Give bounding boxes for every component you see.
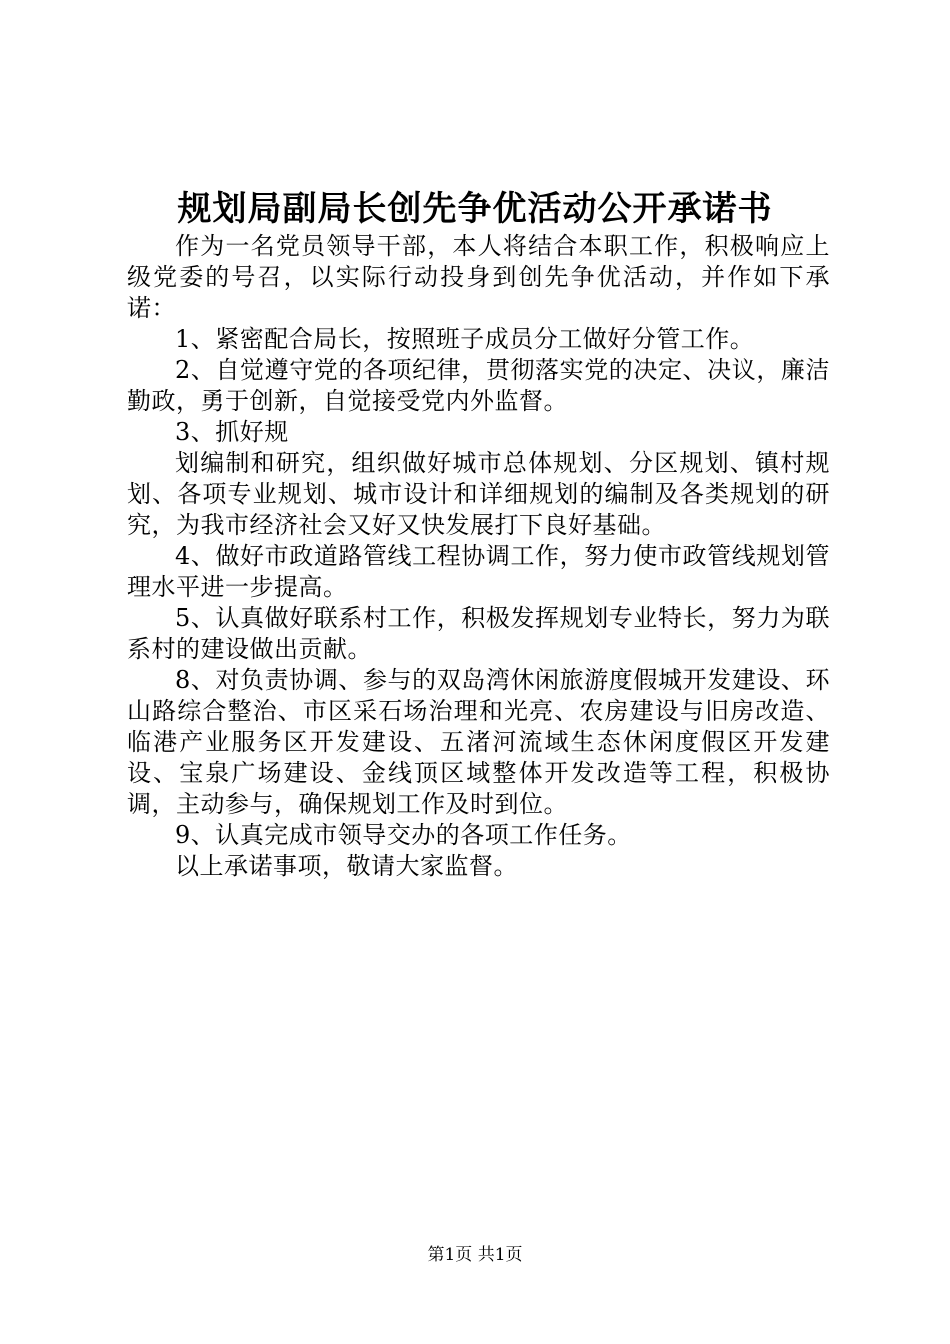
page-footer: 第1页 共1页 [427, 1245, 523, 1265]
paragraph-item-9: 9、认真完成市领导交办的各项工作任务。 [175, 821, 632, 849]
paragraph-item-1: 1、紧密配合局长，按照班子成员分工做好分管工作。 [175, 325, 755, 353]
document-title: 规划局副局长创先争优活动公开承诺书 [177, 189, 773, 229]
paragraph-intro: 作为一名党员领导干部，本人将结合本职工作，积极响应上级党委的号召，以实际行动投身到创先争优活动，并作如下承诺： [127, 232, 830, 322]
paragraph-item-3-body: 划编制和研究，组织做好城市总体规划、分区规划、镇村规划、各项专业规划、城市设计和详细规划的编制及各类规划的研究，为我市经济社会又好又快发展打下良好基础。 [127, 449, 830, 539]
paragraph-item-4: 4、做好市政道路管线工程协调工作，努力使市政管线规划管理水平进一步提高。 [127, 542, 830, 601]
paragraph-item-3-heading: 3、抓好规 [175, 418, 289, 446]
paragraph-item-5: 5、认真做好联系村工作，积极发挥规划专业特长，努力为联系村的建设做出贡献。 [127, 604, 830, 663]
document-body [127, 231, 830, 882]
paragraph-closing: 以上承诺事项，敬请大家监督。 [175, 852, 518, 880]
paragraph-item-2: 2、自觉遵守党的各项纪律，贯彻落实党的决定、决议，廉洁勤政，勇于创新，自觉接受党内外监督。 [127, 356, 830, 415]
paragraph-item-8: 8、对负责协调、参与的双岛湾休闲旅游度假城开发建设、环山路综合整治、市区采石场治理和光亮、农房建设与旧房改造、临港产业服务区开发建设、五渚河流域生态休闲度假区开发建设、宝泉广场建设、金线顶区域整体开发改造等工程，积极协调，主动参与，确保规划工作及时到位。 [127, 666, 830, 818]
